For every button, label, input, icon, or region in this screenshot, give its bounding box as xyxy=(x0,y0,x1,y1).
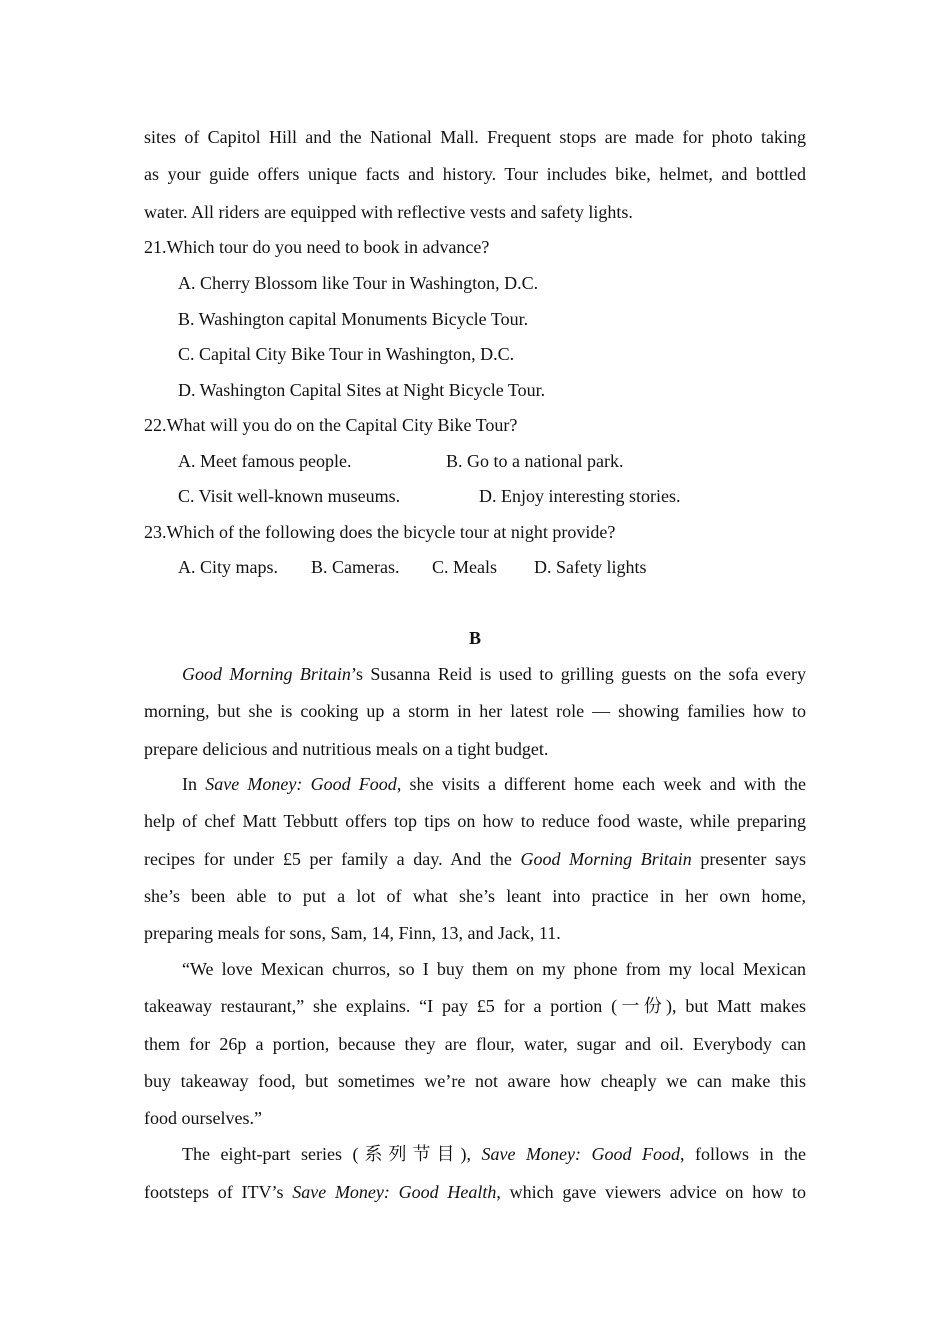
p2-line-2: help of chef Matt Tebbutt offers top tips on how to reduce food waste, while preparing xyxy=(144,811,806,831)
p3-line-3: them for 26p a portion, because they are flour, water, sugar and oil. Everybody can xyxy=(144,1034,806,1054)
question-21-stem: 21.Which tour do you need to book in advance? xyxy=(144,237,490,257)
p1-line-2: morning, but she is cooking up a storm in her latest role — showing families how to xyxy=(144,701,806,721)
p3-line-4: buy takeaway food, but sometimes we’re not aware how cheaply we can make this xyxy=(144,1071,806,1091)
p1-line-1: Good Morning Britain’s Susanna Reid is used to grilling guests on the sofa every xyxy=(182,664,806,684)
question-21-option-b: B. Washington capital Monuments Bicycle Tour. xyxy=(178,309,529,329)
section-b-heading: B xyxy=(468,628,481,648)
p2-line-4: she’s been able to put a lot of what she’s leant into practice in her own home, xyxy=(144,886,806,906)
question-23-option-a: A. City maps. xyxy=(178,557,279,577)
question-22-option-b: B. Go to a national park. xyxy=(446,451,624,471)
p2-line-5: preparing meals for sons, Sam, 14, Finn, 13, and Jack, 11. xyxy=(144,923,561,943)
p4-line-2: footsteps of ITV’s Save Money: Good Health, which gave viewers advice on how to xyxy=(144,1182,807,1202)
question-22-option-a: A. Meet famous people. xyxy=(178,451,352,471)
p2-line-1: In Save Money: Good Food, she visits a different home each week and with the xyxy=(182,774,806,794)
p3-line-2: takeaway restaurant,” she explains. “I pay £5 for a portion (一份), but Matt makes xyxy=(144,996,806,1016)
show-title-good-morning-britain: Good Morning Britain xyxy=(182,664,351,684)
p2-line-3: recipes for under £5 per family a day. And the Good Morning Britain presenter says xyxy=(144,849,806,869)
question-22-option-d: D. Enjoy interesting stories. xyxy=(479,486,681,506)
show-title-good-morning-britain-2: Good Morning Britain xyxy=(520,849,692,869)
question-23-option-b: B. Cameras. xyxy=(311,557,400,577)
question-21-option-c: C. Capital City Bike Tour in Washington, D.C. xyxy=(178,344,515,364)
question-21-option-d: D. Washington Capital Sites at Night Bicycle Tour. xyxy=(178,380,546,400)
question-23-stem: 23.Which of the following does the bicycle tour at night provide? xyxy=(144,522,616,542)
question-21-option-a: A. Cherry Blossom like Tour in Washington, D.C. xyxy=(178,273,539,293)
question-22-option-c: C. Visit well-known museums. xyxy=(178,486,401,506)
question-22-stem: 22.What will you do on the Capital City Bike Tour? xyxy=(144,415,518,435)
question-23-option-c: C. Meals xyxy=(432,557,497,577)
question-23-option-d: D. Safety lights xyxy=(534,557,647,577)
passage-a-line-3: water. All riders are equipped with reflective vests and safety lights. xyxy=(144,202,633,222)
show-title-save-money-good-food-2: Save Money: Good Food xyxy=(481,1144,680,1164)
p1-line-3: prepare delicious and nutritious meals on a tight budget. xyxy=(144,739,549,759)
passage-a-line-2: as your guide offers unique facts and history. Tour includes bike, helmet, and bottled xyxy=(144,164,806,184)
p3-line-5: food ourselves.” xyxy=(144,1108,262,1128)
show-title-save-money-good-health: Save Money: Good Health xyxy=(292,1182,497,1202)
p4-line-1: The eight-part series (系列节目), Save Money: Good Food, follows in the xyxy=(182,1144,806,1164)
show-title-save-money-good-food: Save Money: Good Food xyxy=(205,774,397,794)
p3-line-1: “We love Mexican churros, so I buy them on my phone from my local Mexican xyxy=(182,959,806,979)
passage-a-line-1: sites of Capitol Hill and the National Mall. Frequent stops are made for photo taking xyxy=(144,127,806,147)
